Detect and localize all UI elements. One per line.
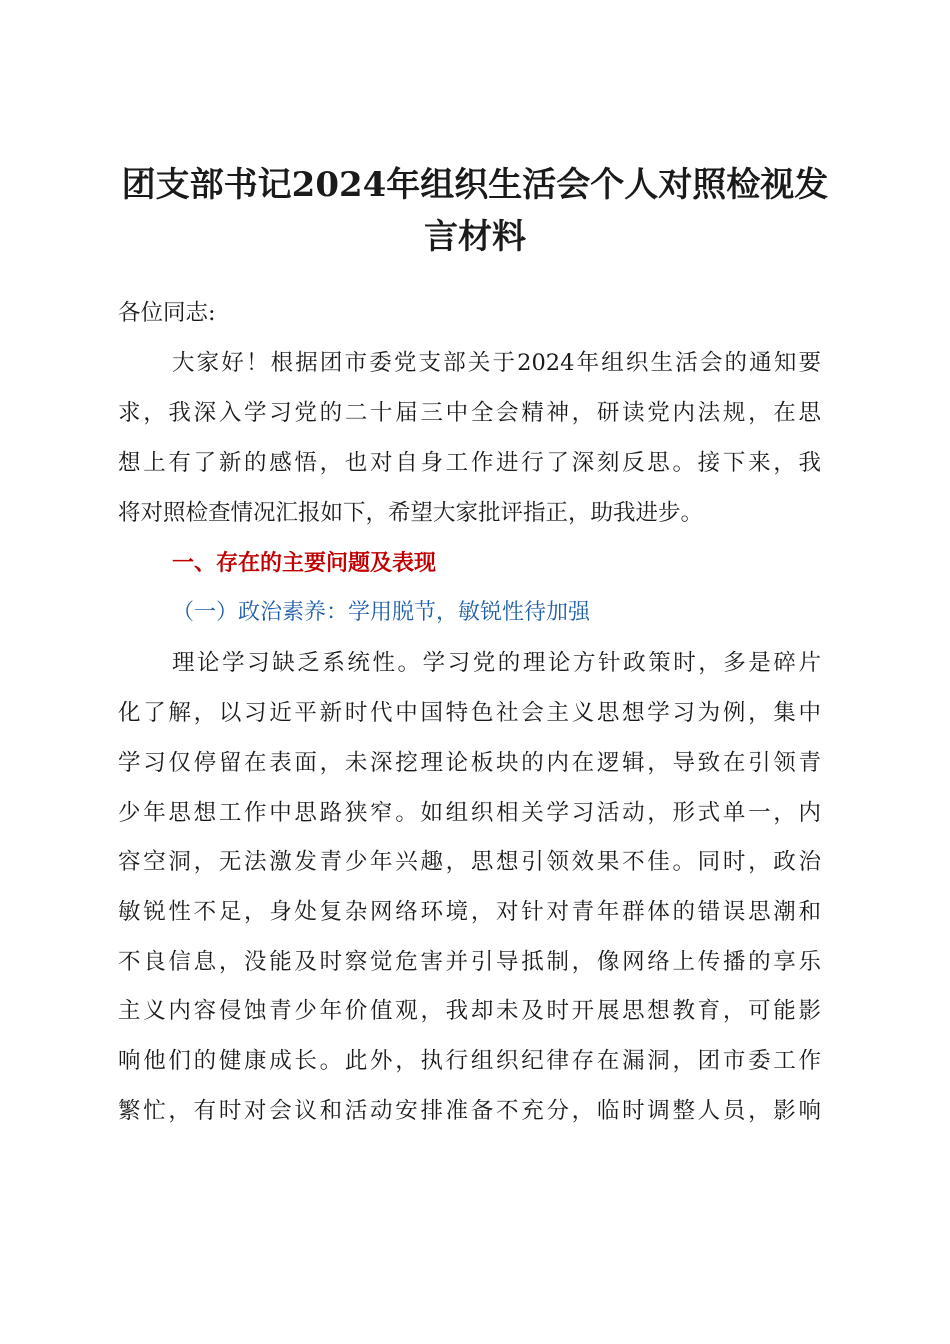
- body-line-6: 敏锐性不足，身处复杂网络环境，对针对青年群体的错误思潮和: [118, 899, 821, 925]
- document-title-line-1: 团支部书记2024年组织生活会个人对照检视发: [121, 165, 829, 205]
- body-line-4: 少年思想工作中思路狭窄。如组织相关学习活动，形式单一，内: [118, 800, 821, 826]
- section-heading: 一、存在的主要问题及表现: [172, 551, 437, 576]
- body-line-9: 响他们的健康成长。此外，执行组织纪律存在漏洞，团市委工作: [118, 1048, 821, 1074]
- body-line-5: 容空洞，无法激发青少年兴趣，思想引领效果不佳。同时，政治: [118, 849, 821, 875]
- body-line-10: 繁忙，有时对会议和活动安排准备不充分，临时调整人员，影响: [118, 1098, 821, 1124]
- document-title-line-2: 言材料: [424, 217, 526, 257]
- body-line-2: 化了解，以习近平新时代中国特色社会主义思想学习为例，集中: [118, 700, 821, 726]
- body-line-7: 不良信息，没能及时察觉危害并引导抵制，像网络上传播的享乐: [118, 949, 821, 975]
- intro-line-3: 想上有了新的感悟，也对自身工作进行了深刻反思。接下来，我: [118, 450, 821, 476]
- intro-line-1: 大家好！根据团市委党支部关于2024年组织生活会的通知要: [172, 350, 821, 376]
- body-line-3: 学习仅停留在表面，未深挖理论板块的内在逻辑，导致在引领青: [118, 750, 821, 776]
- intro-line-4: 将对照检查情况汇报如下，希望大家批评指正，助我进步。: [118, 500, 704, 526]
- salutation: 各位同志:: [118, 300, 216, 326]
- body-line-8: 主义内容侵蚀青少年价值观，我却未及时开展思想教育，可能影: [118, 998, 821, 1024]
- subsection-heading: （一）政治素养：学用脱节，敏锐性待加强: [172, 600, 591, 625]
- intro-line-2: 求，我深入学习党的二十届三中全会精神，研读党内法规，在思: [118, 400, 821, 426]
- body-line-1: 理论学习缺乏系统性。学习党的理论方针政策时，多是碎片: [172, 650, 821, 676]
